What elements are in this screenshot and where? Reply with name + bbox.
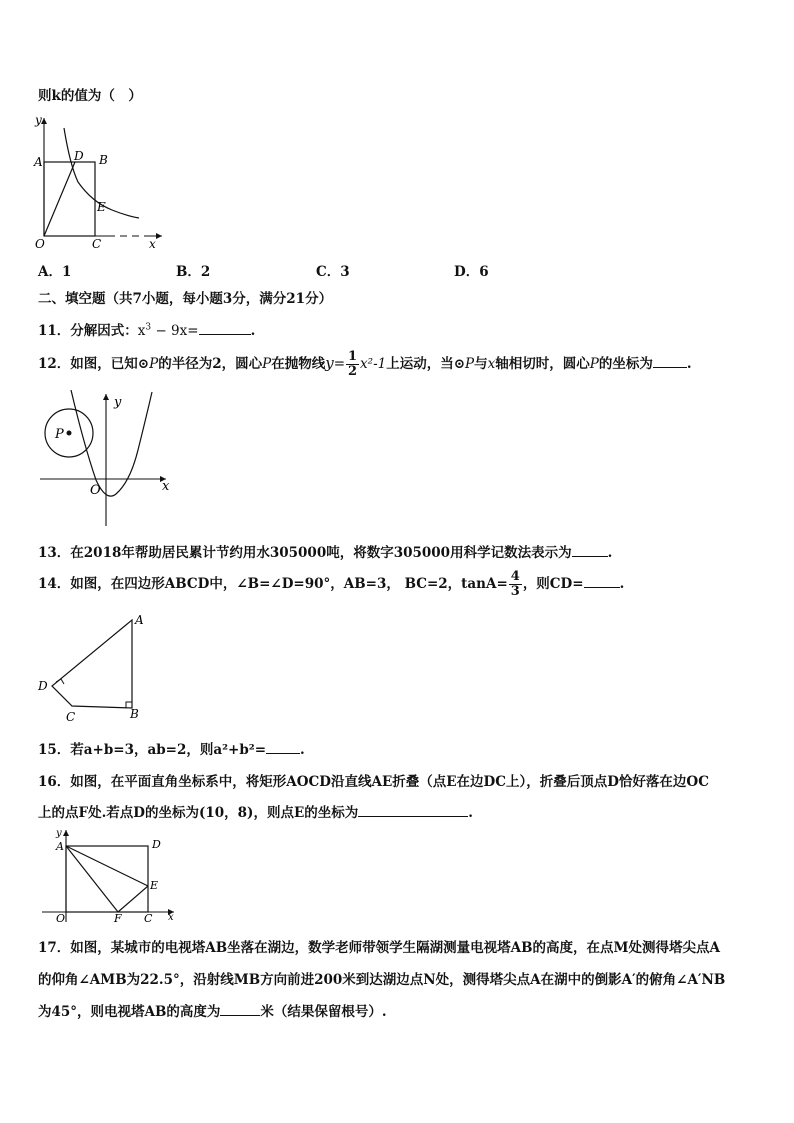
option-a: A．1	[38, 264, 72, 280]
fig-label-d: D	[152, 838, 161, 851]
q11	[38, 319, 255, 339]
q12-var-p: P	[262, 356, 272, 372]
fig-label-e: E	[150, 879, 159, 892]
q12-text: 与	[474, 356, 488, 372]
q14-text: ，则CD=	[522, 576, 584, 592]
q12-expr: x²-1	[360, 356, 387, 372]
q13-answer-blank[interactable]	[572, 544, 608, 557]
q13	[38, 541, 612, 561]
section-heading: 二、填空题（共7小题，每小题3分，满分21分）	[38, 291, 333, 307]
q11-expr-b: − 9x=	[151, 323, 199, 339]
q16-text: 上的点F处.若点D的坐标为(10，8)，则点E的坐标为	[38, 805, 359, 821]
fig-label-o: O	[56, 912, 66, 924]
q12-var-y: y	[325, 354, 334, 372]
fig-label-o: O	[90, 483, 101, 498]
fig-label-c: C	[66, 710, 76, 724]
q14-prefix: 14．如图，在四边形ABCD中，∠B=∠D=90°，AB=3， BC=2，tanA=	[38, 576, 508, 592]
q15-answer-blank[interactable]	[266, 741, 300, 754]
q16-answer-blank[interactable]	[358, 804, 468, 817]
fig-label-c: C	[144, 912, 153, 924]
fig-label-f: F	[114, 912, 122, 924]
option-c: C．3	[316, 264, 350, 280]
fig-label-a: A	[135, 613, 144, 627]
q17-text: 为45°，则电视塔AB的高度为	[38, 1004, 221, 1020]
option-b: B．2	[176, 264, 211, 280]
q12-text: 的坐标为	[598, 356, 653, 372]
q11-suffix: .	[250, 323, 256, 339]
q15-text: 15．若a+b=3，ab=2，则a²+b²=	[38, 742, 267, 758]
q17-line2: 的仰角∠AMB为22.5°，沿射线MB方向前进200米到达湖边点N处，测得塔尖点A在湖中的倒影A′的俯角∠A′NB	[38, 972, 726, 988]
fig-label-d: D	[74, 149, 84, 163]
q12-suffix: .	[686, 356, 692, 372]
q12-text: 的半径为2，圆心	[158, 356, 263, 372]
fig-label-y: y	[56, 828, 62, 839]
q15-suffix: .	[300, 742, 305, 758]
q17-line3	[38, 1000, 387, 1020]
q12-fraction	[346, 350, 359, 379]
q16-line2	[38, 801, 473, 821]
q12-prefix: 12．如图，已知⊙	[38, 356, 150, 372]
q11-expr-a: x	[137, 323, 146, 339]
fig-label-a: A	[56, 840, 64, 853]
fig-label-x: x	[162, 479, 170, 494]
q12-frac-num: 1	[348, 349, 358, 364]
fig-label-x: x	[149, 237, 156, 251]
q14-fraction	[509, 570, 522, 599]
q11-answer-blank[interactable]	[199, 322, 251, 335]
q12-text: 在抛物线	[271, 356, 326, 372]
fig-label-y: y	[114, 395, 122, 410]
q15	[38, 738, 305, 758]
fig-label-o: O	[35, 237, 45, 251]
fig-label-a: A	[34, 155, 43, 169]
q14-answer-blank[interactable]	[584, 575, 620, 588]
q11-expr-exp: 3	[145, 322, 152, 333]
q16-figure	[36, 826, 180, 924]
q12-var-p: P	[589, 356, 599, 372]
q14	[38, 570, 624, 599]
q14-frac-den: 3	[510, 584, 520, 599]
fig-label-b: B	[130, 707, 139, 721]
q13-text: 13．在2018年帮助居民累计节约用水305000吨，将数字305000用科学记数法表示为	[38, 545, 572, 561]
fig-label-b: B	[99, 153, 108, 167]
q12-var-p: P	[149, 356, 159, 372]
q14-frac-num: 4	[510, 569, 520, 584]
q13-suffix: .	[607, 545, 613, 561]
q12-figure	[38, 390, 174, 528]
q14-figure	[36, 612, 156, 724]
q11-prefix: 11．分解因式：	[38, 323, 138, 339]
q16-line1: 16．如图，在平面直角坐标系中，将矩形AOCD沿直线AE折叠（点E在边DC上），折叠后顶点D恰好落在边OC	[38, 774, 709, 790]
q12-answer-blank[interactable]	[653, 355, 687, 368]
q16-suffix: .	[468, 805, 473, 821]
q17-text-end: 米（结果保留根号）.	[260, 1004, 387, 1020]
q12-equals: =	[333, 356, 345, 372]
q12	[38, 350, 692, 379]
q12-var-p: P	[465, 356, 475, 372]
fig-label-e: E	[97, 200, 106, 214]
q12-text: 轴相切时，圆心	[495, 356, 590, 372]
q17-line1: 17．如图，某城市的电视塔AB坐落在湖边，数学老师带领学生隔湖测量电视塔AB的高度，在点M处测得塔尖点A	[38, 940, 720, 956]
q10-figure	[32, 110, 172, 252]
q12-text: 上运动，当⊙	[386, 356, 466, 372]
fig-label-d: D	[38, 679, 48, 693]
q12-var-x: x	[487, 356, 496, 372]
fig-label-y: y	[35, 113, 42, 127]
q17-answer-blank[interactable]	[220, 1003, 260, 1016]
option-d: D．6	[454, 264, 489, 280]
q14-suffix: .	[619, 576, 625, 592]
q12-frac-den: 2	[348, 364, 358, 379]
fig-label-p: P	[55, 427, 64, 442]
fig-label-x: x	[168, 912, 174, 923]
fig-label-c: C	[92, 237, 102, 251]
q10-stem: 则k的值为（ ）	[38, 88, 142, 104]
